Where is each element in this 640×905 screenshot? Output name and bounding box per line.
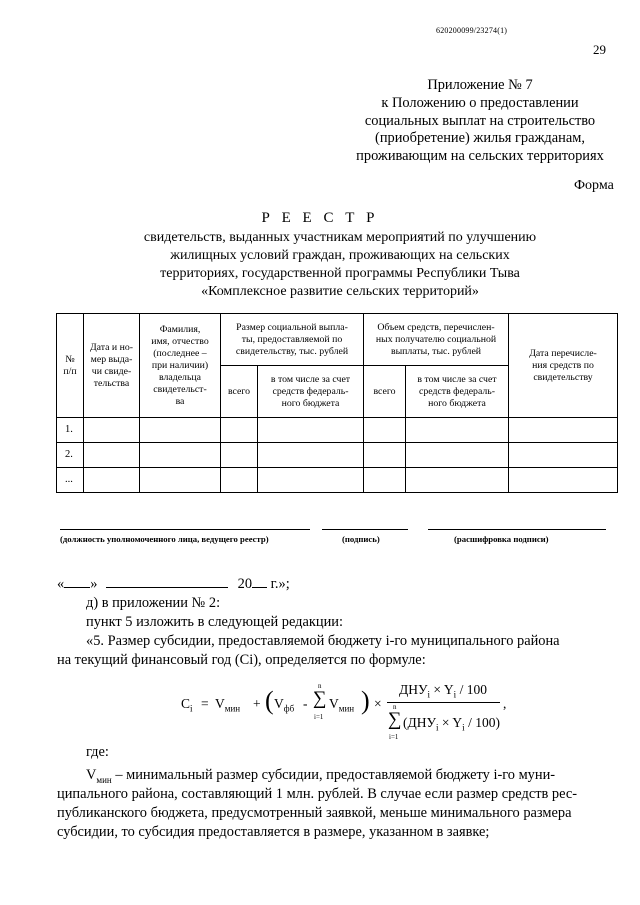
- table-row: [57, 468, 618, 493]
- header-payment-size: Размер социальной выпла- ты, предоставляемой по свидетельству, тыс. рублей: [221, 314, 364, 366]
- appendix-heading: [330, 77, 630, 166]
- registry-title: Р Е Е С Т Р: [261, 210, 379, 226]
- formula-plus: +: [253, 696, 261, 711]
- vmin-definition-line-1: $V_{мин}$ – минимальный размер субсидии, предоставляемой бюджету i-го муни-: [86, 767, 556, 785]
- amendment-point-5: пункт 5 изложить в следующей редакции:: [86, 614, 343, 630]
- subheader-federal: в том числе за счет средств федераль- ного бюджета: [406, 366, 509, 418]
- formula-vmin-sum: $V_{мин}$: [329, 696, 355, 714]
- header-number: № п/п: [57, 314, 84, 418]
- row-number: 1.: [57, 418, 84, 443]
- formula-sum-lower: i=1: [314, 713, 324, 721]
- subheader-total: всего: [364, 366, 406, 418]
- decode-line: [428, 529, 606, 530]
- header-transfer-date: Дата перечисле- ния средств по свидетельству: [509, 314, 618, 418]
- formula-equals: =: [201, 696, 209, 711]
- sign-caption: (подпись): [342, 534, 380, 544]
- amendment-item-d: д) в приложении № 2:: [86, 595, 221, 611]
- subtitle-line: «Комплексное развитие сельских территорий»: [201, 284, 479, 299]
- subtitle-line: свидетельств, выданных участникам мероприятий по улучшению: [143, 230, 537, 245]
- formula-ci: $C_i$: [181, 696, 193, 714]
- subtitle-line: территориях, государственной программы Республики Тыва: [160, 266, 520, 281]
- formula-den-sum-sign: ∑: [388, 709, 402, 730]
- sign-line: [322, 529, 408, 530]
- paragraph-5-line-1: «5. Размер субсидии, предоставляемой бюджету i-го муниципального района: [86, 633, 560, 649]
- header-issue-date: Дата и но- мер выда- чи свиде- тельства: [84, 314, 140, 418]
- appendix-line: к Положению о предоставлении: [381, 94, 579, 111]
- appendix-line: Приложение № 7: [427, 77, 533, 93]
- formula-denominator: $(ДНУ_i \times Y_i / 100)$: [403, 715, 500, 733]
- appendix-line: проживающим на сельских территориях: [356, 148, 604, 165]
- formula-fraction-bar: [387, 702, 500, 703]
- formula-sum-sign: ∑: [313, 688, 327, 709]
- form-label: Форма: [574, 178, 614, 193]
- formula-vfb: $V_{фб}$: [274, 696, 295, 714]
- table-header-row: [57, 314, 618, 366]
- appendix-line: (приобретение) жилья гражданам,: [375, 130, 585, 147]
- header-owner-name: Фамилия, имя, отчество (последнее – при наличии) владельца свидетельст- ва: [140, 314, 221, 418]
- subsidy-formula: [181, 678, 511, 742]
- header-transferred-volume: Объем средств, перечислен- ных получателю социальной выплаты, тыс. рублей: [364, 314, 509, 366]
- position-caption: (должность уполномоченного лица, ведущего реестр): [60, 534, 269, 544]
- date-line: « » 20 г.»;: [57, 576, 290, 592]
- paragraph-5-line-2: на текущий финансовый год (Ci), определяется по формуле:: [57, 652, 426, 668]
- decode-caption: (расшифровка подписи): [454, 534, 549, 544]
- row-number: 2.: [57, 443, 84, 468]
- formula-numerator: $ДНУ_i \times Y_i / 100$: [399, 682, 487, 700]
- formula-lparen: (: [265, 686, 274, 715]
- formula-times: ×: [374, 696, 382, 711]
- subtitle-line: жилищных условий граждан, проживающих на сельских: [170, 248, 510, 263]
- formula-den-sum-upper: n: [393, 703, 397, 711]
- position-signature-line: [60, 529, 310, 530]
- row-number: ...: [57, 468, 84, 493]
- document-number: 620200099/23274(1): [436, 26, 508, 35]
- formula-comma: ,: [503, 696, 507, 711]
- subheader-federal: в том числе за счет средств федераль- ного бюджета: [258, 366, 364, 418]
- page-number: 29: [593, 42, 606, 57]
- vmin-definition-line-3: публиканского бюджета, предусмотренный заявкой, меньше минимального размера: [57, 805, 572, 821]
- subheader-total: всего: [221, 366, 258, 418]
- table-row: [57, 418, 618, 443]
- formula-den-sum-lower: i=1: [389, 733, 399, 741]
- formula-sum-upper: n: [318, 682, 322, 690]
- table-row: [57, 443, 618, 468]
- formula-minus: -: [303, 696, 308, 711]
- formula-rparen: ): [361, 686, 370, 715]
- formula-vmin: $V_{мин}$: [215, 696, 241, 714]
- where-label: где:: [86, 744, 109, 760]
- vmin-definition-line-2: ципального района, составляющий 1 млн. рублей. В случае если размер средств рес-: [57, 786, 578, 802]
- registry-subtitle: [80, 229, 600, 301]
- vmin-definition-line-4: субсидии, то субсидия предоставляется в размере, указанном в заявке;: [57, 824, 490, 840]
- registry-table: [56, 313, 618, 493]
- appendix-line: социальных выплат на строительство: [364, 112, 596, 129]
